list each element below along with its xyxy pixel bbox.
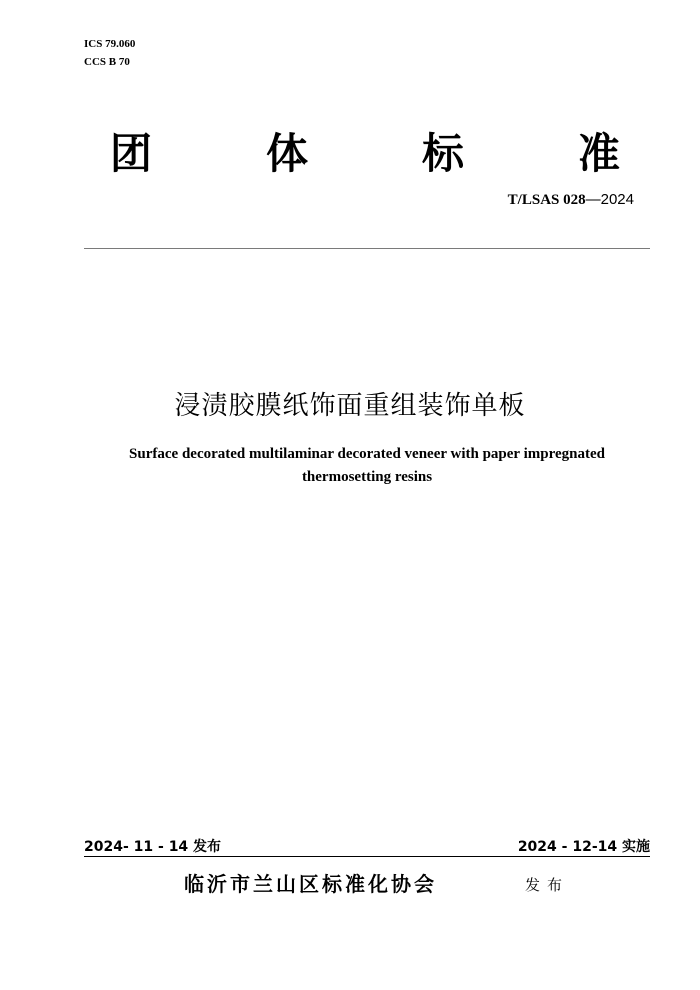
english-title-line-1: Surface decorated multilaminar decorated veneer with paper impregnated — [129, 446, 605, 462]
chinese-title: 浸渍胶膜纸饰面重组装饰单板 — [174, 391, 526, 421]
issue-date: 2024- 11 - 14 发布 — [84, 839, 222, 855]
ccs-code: CCS B 70 — [84, 56, 130, 68]
heading-char: 标 — [421, 129, 464, 178]
heading-char: 体 — [265, 129, 308, 178]
implementation-date: 2024 - 12-14 实施 — [517, 839, 650, 855]
ics-code: ICS 79.060 — [84, 38, 136, 50]
standard-code: T/LSAS 028 — [507, 192, 586, 208]
standard-type-heading — [110, 128, 620, 180]
english-title-line-2: thermosetting resins — [301, 469, 433, 485]
heading-char: 团 — [110, 129, 153, 178]
publisher-name: 临沂市兰山区标准化协会 — [184, 872, 437, 896]
standard-year: —2024 — [585, 191, 634, 208]
standard-number — [508, 190, 634, 210]
footer-divider — [84, 856, 650, 857]
publish-label: 发布 — [525, 876, 570, 894]
heading-char: 准 — [577, 129, 620, 178]
header-divider — [84, 248, 650, 249]
